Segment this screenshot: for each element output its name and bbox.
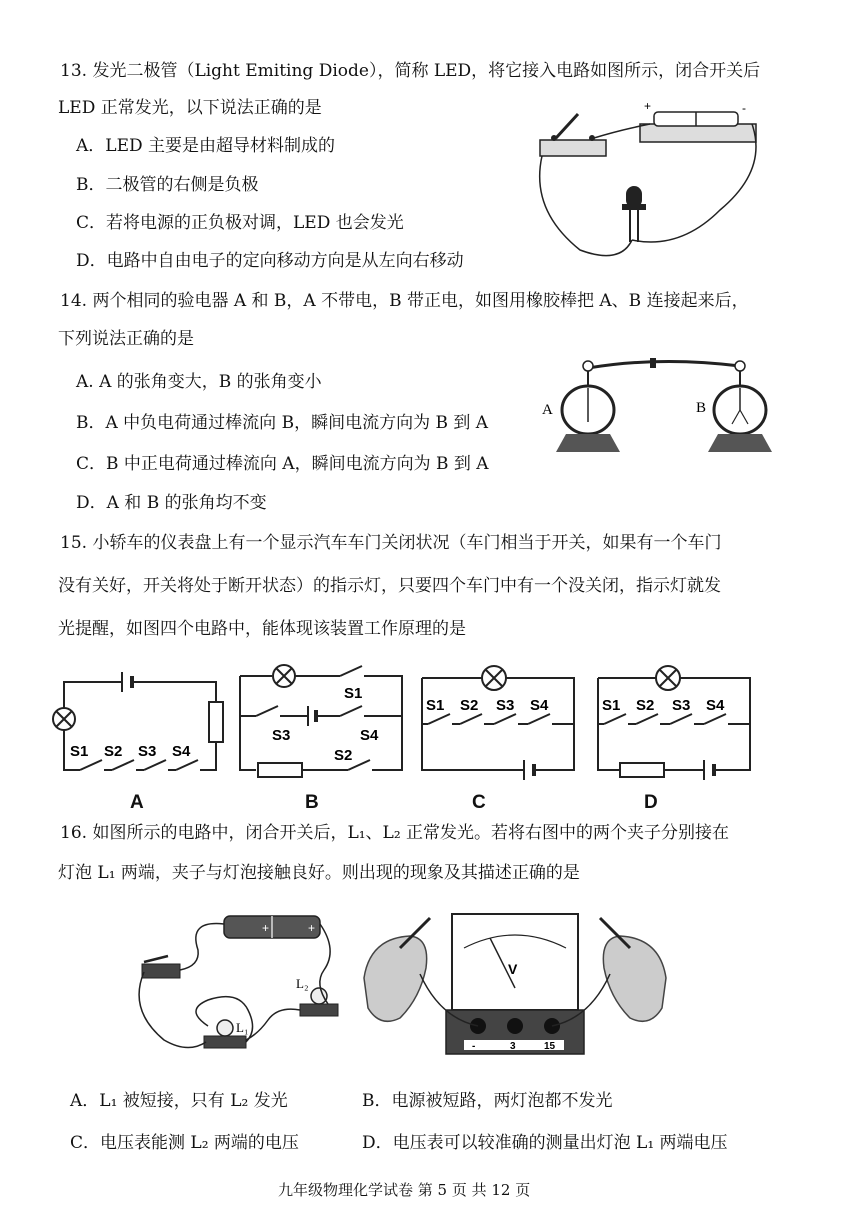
svg-text:+: + [262,921,270,935]
q16-voltmeter-figure [360,908,670,1068]
q14-label-a: A [542,402,553,418]
q15d-s2: S2 [636,697,655,714]
q15b-s3: S3 [272,727,291,744]
q16-term-3: 3 [510,1041,516,1052]
q16-stem-line2: 灯泡 L₁ 两端，夹子与灯泡接触良好。则出现的现象及其描述正确的是 [58,863,580,883]
q15-stem-line3: 光提醒，如图四个电路中，能体现该装置工作原理的是 [58,619,466,639]
q14-option-b: B．A 中负电荷通过棒流向 B，瞬间电流方向为 B 到 A [76,413,489,433]
q16-option-c: C．电压表能测 L₂ 两端的电压 [70,1133,299,1153]
q14-option-c: C．B 中正电荷通过棒流向 A，瞬间电流方向为 B 到 A [76,454,489,474]
q14-option-a: A. A 的张角变大，B 的张角变小 [76,372,322,392]
q16-label-l1: L₁ [236,1020,249,1035]
q15a-s3: S3 [138,743,157,760]
q14-stem-line2: 下列说法正确的是 [58,329,194,349]
q15-circuit-b [236,664,406,776]
q15a-s1: S1 [70,743,89,760]
q15-stem-line1: 15. 小轿车的仪表盘上有一个显示汽车车门关闭状况（车门相当于开关，如果有一个车门 [60,533,722,553]
q13-option-b: B．二极管的右侧是负极 [76,175,259,195]
q15c-s2: S2 [460,697,479,714]
q15c-s1: S1 [426,697,445,714]
q15-label-a: A [130,792,144,813]
svg-text:+: + [308,921,316,935]
q15-label-c: C [472,792,486,813]
q16-circuit-figure [128,910,348,1060]
q15d-s4: S4 [706,697,725,714]
q16-option-d: D．电压表可以较准确的测量出灯泡 L₁ 两端电压 [362,1133,728,1153]
q15a-s2: S2 [104,743,123,760]
q15d-s1: S1 [602,697,621,714]
q13-option-a: A．LED 主要是由超导材料制成的 [76,136,336,156]
q16-option-b: B．电源被短路，两灯泡都不发光 [362,1091,613,1111]
q14-electroscope-figure [540,352,790,460]
q15-stem-line2: 没有关好，开关将处于断开状态）的指示灯，只要四个车门中有一个没关闭，指示灯就发 [58,576,721,596]
q15-circuit-a [44,664,224,776]
q15-label-b: B [305,792,319,813]
q15-label-d: D [644,792,658,813]
q16-stem-line1: 16. 如图所示的电路中，闭合开关后，L₁、L₂ 正常发光。若将右图中的两个夹子分别接在 [60,823,730,843]
page-footer: 九年级物理化学试卷 第 5 页 共 12 页 [278,1181,531,1199]
q15b-s2: S2 [334,747,353,764]
q13-option-c: C．若将电源的正负极对调，LED 也会发光 [76,213,404,233]
q16-meter-unit: V [508,961,518,977]
q16-term-minus: - [472,1041,476,1052]
q15-circuit-c [418,664,580,776]
q14-option-d: D．A 和 B 的张角均不变 [76,493,267,513]
q14-stem-line1: 14. 两个相同的验电器 A 和 B，A 不带电，B 带正电，如图用橡胶棒把 A、B 连接起来后， [60,291,749,311]
q15b-s1: S1 [344,685,363,702]
q13-plus-sign: + [644,99,652,113]
q15a-s4: S4 [172,743,191,760]
q15-circuit-d [594,664,756,776]
q13-stem-line2: LED 正常发光，以下说法正确的是 [58,98,322,118]
q16-option-a: A．L₁ 被短接，只有 L₂ 发光 [70,1091,288,1111]
q13-stem-line1: 13. 发光二极管（Light Emiting Diode），简称 LED，将它接入电路如图所示，闭合开关后 [60,61,761,81]
q13-minus-sign: - [742,101,746,115]
q14-label-b: B [696,400,707,416]
q15b-s4: S4 [360,727,379,744]
q15c-s4: S4 [530,697,549,714]
q15d-s3: S3 [672,697,691,714]
q13-led-circuit-figure [520,100,780,270]
q16-label-l2: L₂ [296,976,309,991]
q15c-s3: S3 [496,697,515,714]
q13-option-d: D．电路中自由电子的定向移动方向是从左向右移动 [76,251,464,271]
q16-term-15: 15 [544,1041,556,1052]
